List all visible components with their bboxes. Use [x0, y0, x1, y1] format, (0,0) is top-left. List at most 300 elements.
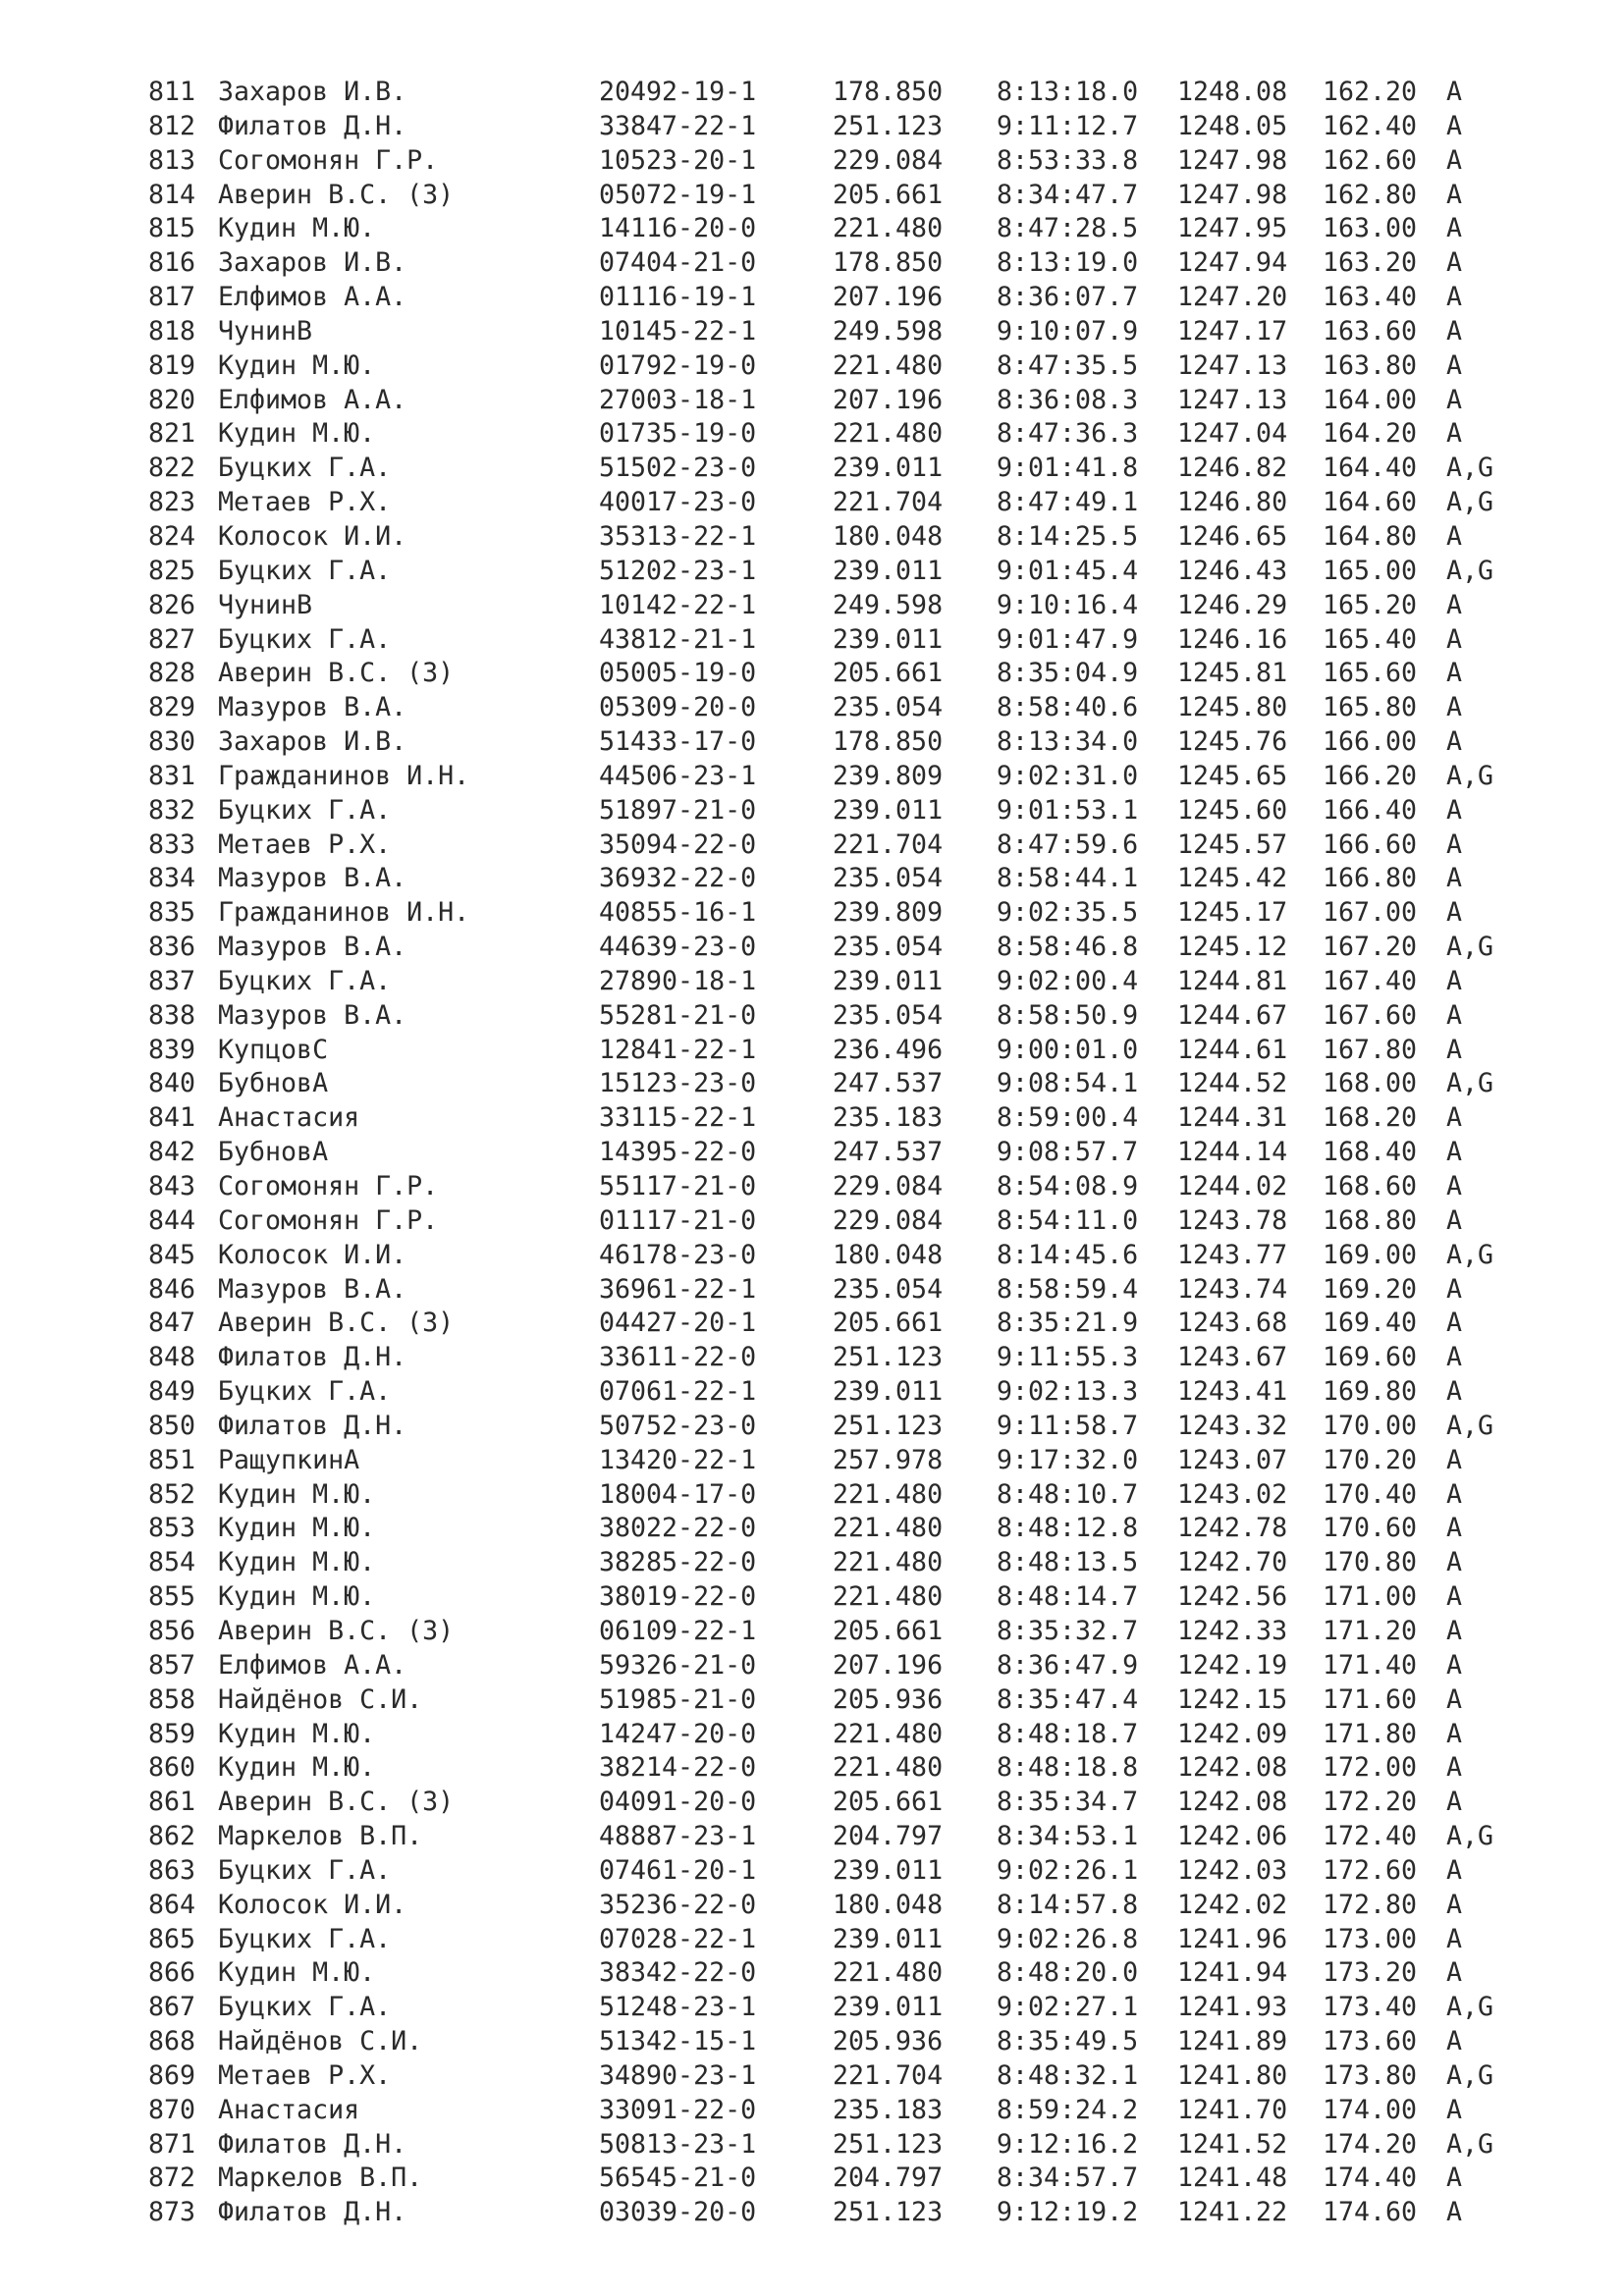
place-number: 834 — [148, 863, 196, 894]
points: 173.00 — [1323, 1923, 1418, 1954]
participant-name: Захаров И.В. — [218, 726, 407, 758]
speed: 1246.82 — [1177, 453, 1288, 484]
category-flag: A — [1446, 1683, 1463, 1715]
speed: 1246.65 — [1177, 520, 1288, 552]
participant-name: Согомонян Г.Р. — [218, 1204, 439, 1236]
participant-name: КупцовС — [218, 1034, 329, 1065]
ring-code: 38019-22-0 — [599, 1581, 757, 1613]
results-list — [148, 76, 1543, 2230]
points: 172.40 — [1323, 1821, 1418, 1852]
speed: 1244.61 — [1177, 1034, 1288, 1065]
category-flag: A — [1446, 1137, 1463, 1168]
distance: 239.011 — [833, 1854, 944, 1886]
result-row — [148, 179, 1543, 213]
speed: 1247.13 — [1177, 349, 1288, 381]
place-number: 861 — [148, 1787, 196, 1818]
category-flag: A — [1446, 897, 1463, 929]
result-row — [148, 1375, 1543, 1410]
ring-code: 10523-20-1 — [599, 144, 757, 176]
flight-time: 8:47:28.5 — [997, 213, 1139, 244]
points: 167.40 — [1323, 965, 1418, 996]
category-flag: A — [1446, 794, 1463, 826]
place-number: 869 — [148, 2059, 196, 2091]
flight-time: 8:48:18.7 — [997, 1718, 1139, 1749]
result-row — [148, 623, 1543, 658]
category-flag: A — [1446, 1342, 1463, 1373]
result-row — [148, 1546, 1543, 1580]
flight-time: 8:47:59.6 — [997, 828, 1139, 860]
ring-code: 55281-21-0 — [599, 999, 757, 1031]
ring-code: 07028-22-1 — [599, 1923, 757, 1954]
flight-time: 8:35:47.4 — [997, 1683, 1139, 1715]
participant-name: Буцких Г.А. — [218, 1376, 392, 1408]
flight-time: 9:01:45.4 — [997, 555, 1139, 586]
result-row — [148, 1101, 1543, 1136]
speed: 1247.98 — [1177, 179, 1288, 210]
ring-code: 51985-21-0 — [599, 1683, 757, 1715]
flight-time: 9:01:53.1 — [997, 794, 1139, 826]
flight-time: 8:48:18.8 — [997, 1752, 1139, 1784]
category-flag: A — [1446, 2163, 1463, 2194]
ring-code: 55117-21-0 — [599, 1171, 757, 1201]
flight-time: 9:08:54.1 — [997, 1068, 1139, 1099]
points: 167.00 — [1323, 897, 1418, 929]
speed: 1245.80 — [1177, 692, 1288, 723]
speed: 1245.17 — [1177, 897, 1288, 929]
ring-code: 51433-17-0 — [599, 726, 757, 758]
flight-time: 8:14:57.8 — [997, 1889, 1139, 1920]
category-flag: A — [1446, 282, 1463, 313]
place-number: 873 — [148, 2197, 196, 2228]
speed: 1245.57 — [1177, 828, 1288, 860]
participant-name: ЧунинВ — [218, 589, 313, 620]
participant-name: Анастасия — [218, 2094, 360, 2125]
speed: 1247.20 — [1177, 282, 1288, 313]
distance: 205.661 — [833, 658, 944, 689]
category-flag: A — [1446, 520, 1463, 552]
flight-time: 8:58:50.9 — [997, 999, 1139, 1031]
speed: 1243.77 — [1177, 1239, 1288, 1270]
points: 170.80 — [1323, 1547, 1418, 1578]
distance: 251.123 — [833, 1410, 944, 1441]
distance: 239.809 — [833, 760, 944, 791]
distance: 204.797 — [833, 2163, 944, 2194]
place-number: 871 — [148, 2128, 196, 2160]
ring-code: 38214-22-0 — [599, 1752, 757, 1784]
distance: 229.084 — [833, 1204, 944, 1236]
distance: 180.048 — [833, 1889, 944, 1920]
place-number: 859 — [148, 1718, 196, 1749]
participant-name: Буцких Г.А. — [218, 1992, 392, 2023]
points: 169.20 — [1323, 1273, 1418, 1305]
category-flag: A,G — [1446, 1068, 1494, 1099]
flight-time: 9:01:47.9 — [997, 623, 1139, 655]
result-row — [148, 1204, 1543, 1239]
ring-code: 01792-19-0 — [599, 349, 757, 381]
participant-name: Буцких Г.А. — [218, 1923, 392, 1954]
category-flag: A,G — [1446, 1992, 1494, 2023]
result-row — [148, 589, 1543, 623]
category-flag: A — [1446, 692, 1463, 723]
ring-code: 05005-19-0 — [599, 658, 757, 689]
points: 169.60 — [1323, 1342, 1418, 1373]
ring-code: 27890-18-1 — [599, 965, 757, 996]
ring-code: 14395-22-0 — [599, 1137, 757, 1168]
ring-code: 35094-22-0 — [599, 828, 757, 860]
points: 171.60 — [1323, 1683, 1418, 1715]
place-number: 839 — [148, 1034, 196, 1065]
participant-name: Аверин В.С. (З) — [218, 1308, 455, 1339]
points: 164.00 — [1323, 384, 1418, 415]
ring-code: 04091-20-0 — [599, 1787, 757, 1818]
distance: 239.809 — [833, 897, 944, 929]
flight-time: 8:48:13.5 — [997, 1547, 1139, 1578]
result-row — [148, 1615, 1543, 1649]
category-flag: A — [1446, 1957, 1463, 1989]
category-flag: A — [1446, 2026, 1463, 2057]
place-number: 838 — [148, 999, 196, 1031]
ring-code: 56545-21-0 — [599, 2163, 757, 2194]
speed: 1242.19 — [1177, 1649, 1288, 1681]
place-number: 870 — [148, 2094, 196, 2125]
result-row — [148, 1580, 1543, 1615]
flight-time: 8:48:14.7 — [997, 1581, 1139, 1613]
ring-code: 51248-23-1 — [599, 1992, 757, 2023]
flight-time: 8:58:40.6 — [997, 692, 1139, 723]
distance: 229.084 — [833, 1171, 944, 1201]
result-row — [148, 760, 1543, 794]
result-row — [148, 1786, 1543, 1820]
points: 169.80 — [1323, 1376, 1418, 1408]
speed: 1245.60 — [1177, 794, 1288, 826]
points: 173.20 — [1323, 1957, 1418, 1989]
flight-time: 8:34:47.7 — [997, 179, 1139, 210]
place-number: 829 — [148, 692, 196, 723]
place-number: 813 — [148, 144, 196, 176]
distance: 235.054 — [833, 932, 944, 963]
place-number: 814 — [148, 179, 196, 210]
place-number: 847 — [148, 1308, 196, 1339]
place-number: 850 — [148, 1410, 196, 1441]
distance: 221.480 — [833, 213, 944, 244]
place-number: 856 — [148, 1615, 196, 1646]
speed: 1247.95 — [1177, 213, 1288, 244]
place-number: 830 — [148, 726, 196, 758]
category-flag: A — [1446, 1102, 1463, 1134]
category-flag: A — [1446, 1204, 1463, 1236]
participant-name: Филатов Д.Н. — [218, 2197, 407, 2228]
points: 168.60 — [1323, 1171, 1418, 1201]
points: 171.40 — [1323, 1649, 1418, 1681]
distance: 251.123 — [833, 1342, 944, 1373]
speed: 1245.42 — [1177, 863, 1288, 894]
speed: 1242.03 — [1177, 1854, 1288, 1886]
flight-time: 8:54:11.0 — [997, 1204, 1139, 1236]
participant-name: Филатов Д.Н. — [218, 1342, 407, 1373]
speed: 1242.08 — [1177, 1787, 1288, 1818]
participant-name: Аверин В.С. (З) — [218, 1787, 455, 1818]
ring-code: 04427-20-1 — [599, 1308, 757, 1339]
result-row — [148, 1410, 1543, 1444]
distance: 235.054 — [833, 692, 944, 723]
distance: 221.704 — [833, 828, 944, 860]
participant-name: Захаров И.В. — [218, 247, 407, 279]
points: 169.00 — [1323, 1239, 1418, 1270]
participant-name: Маркелов В.П. — [218, 2163, 423, 2194]
result-row — [148, 246, 1543, 281]
distance: 239.011 — [833, 623, 944, 655]
participant-name: Буцких Г.А. — [218, 555, 392, 586]
speed: 1242.02 — [1177, 1889, 1288, 1920]
participant-name: Кудин М.Ю. — [218, 1478, 376, 1510]
result-row — [148, 1649, 1543, 1683]
category-flag: A — [1446, 110, 1463, 141]
ring-code: 38342-22-0 — [599, 1957, 757, 1989]
result-row — [148, 520, 1543, 555]
points: 167.20 — [1323, 932, 1418, 963]
place-number: 826 — [148, 589, 196, 620]
category-flag: A — [1446, 384, 1463, 415]
distance: 221.480 — [833, 1718, 944, 1749]
category-flag: A — [1446, 1034, 1463, 1065]
result-row — [148, 1136, 1543, 1170]
flight-time: 8:34:57.7 — [997, 2163, 1139, 2194]
flight-time: 9:10:07.9 — [997, 315, 1139, 347]
place-number: 816 — [148, 247, 196, 279]
ring-code: 36961-22-1 — [599, 1273, 757, 1305]
participant-name: Анастасия — [218, 1102, 360, 1134]
points: 173.80 — [1323, 2059, 1418, 2091]
points: 174.20 — [1323, 2128, 1418, 2160]
category-flag: A — [1446, 1308, 1463, 1339]
result-row — [148, 1512, 1543, 1546]
flight-time: 9:11:58.7 — [997, 1410, 1139, 1441]
category-flag: A — [1446, 1376, 1463, 1408]
result-row — [148, 828, 1543, 863]
flight-time: 8:35:49.5 — [997, 2026, 1139, 2057]
place-number: 821 — [148, 418, 196, 450]
speed: 1242.33 — [1177, 1615, 1288, 1646]
result-row — [148, 144, 1543, 179]
ring-code: 33611-22-0 — [599, 1342, 757, 1373]
distance: 239.011 — [833, 794, 944, 826]
points: 165.00 — [1323, 555, 1418, 586]
speed: 1247.98 — [1177, 144, 1288, 176]
speed: 1247.17 — [1177, 315, 1288, 347]
result-row — [148, 965, 1543, 999]
ring-code: 38285-22-0 — [599, 1547, 757, 1578]
participant-name: Согомонян Г.Р. — [218, 144, 439, 176]
participant-name: Буцких Г.А. — [218, 453, 392, 484]
result-row — [148, 555, 1543, 589]
points: 164.20 — [1323, 418, 1418, 450]
category-flag: A — [1446, 623, 1463, 655]
participant-name: Елфимов А.А. — [218, 1649, 407, 1681]
participant-name: Филатов Д.Н. — [218, 110, 407, 141]
speed: 1242.15 — [1177, 1683, 1288, 1715]
flight-time: 8:34:53.1 — [997, 1821, 1139, 1852]
flight-time: 8:14:45.6 — [997, 1239, 1139, 1270]
category-flag: A — [1446, 999, 1463, 1031]
ring-code: 50813-23-1 — [599, 2128, 757, 2160]
points: 167.60 — [1323, 999, 1418, 1031]
place-number: 832 — [148, 794, 196, 826]
distance: 221.480 — [833, 349, 944, 381]
flight-time: 8:35:34.7 — [997, 1787, 1139, 1818]
place-number: 823 — [148, 487, 196, 518]
place-number: 836 — [148, 932, 196, 963]
participant-name: Метаев Р.Х. — [218, 2059, 392, 2091]
flight-time: 8:48:20.0 — [997, 1957, 1139, 1989]
points: 167.80 — [1323, 1034, 1418, 1065]
category-flag: A — [1446, 1752, 1463, 1784]
participant-name: Колосок И.И. — [218, 520, 407, 552]
result-row — [148, 486, 1543, 520]
points: 169.40 — [1323, 1308, 1418, 1339]
flight-time: 8:13:34.0 — [997, 726, 1139, 758]
category-flag: A — [1446, 1513, 1463, 1544]
ring-code: 40017-23-0 — [599, 487, 757, 518]
ring-code: 06109-22-1 — [599, 1615, 757, 1646]
speed: 1245.76 — [1177, 726, 1288, 758]
speed: 1246.43 — [1177, 555, 1288, 586]
ring-code: 27003-18-1 — [599, 384, 757, 415]
flight-time: 9:17:32.0 — [997, 1444, 1139, 1475]
participant-name: Елфимов А.А. — [218, 384, 407, 415]
points: 168.20 — [1323, 1102, 1418, 1134]
participant-name: Найдёнов С.И. — [218, 1683, 423, 1715]
points: 174.00 — [1323, 2094, 1418, 2125]
participant-name: РащупкинА — [218, 1444, 360, 1475]
speed: 1241.96 — [1177, 1923, 1288, 1954]
speed: 1241.52 — [1177, 2128, 1288, 2160]
points: 172.20 — [1323, 1787, 1418, 1818]
distance: 239.011 — [833, 1923, 944, 1954]
points: 162.60 — [1323, 144, 1418, 176]
ring-code: 14247-20-0 — [599, 1718, 757, 1749]
category-flag: A — [1446, 1854, 1463, 1886]
category-flag: A — [1446, 77, 1463, 107]
category-flag: A,G — [1446, 2128, 1494, 2160]
place-number: 846 — [148, 1273, 196, 1305]
place-number: 828 — [148, 658, 196, 689]
distance: 178.850 — [833, 77, 944, 107]
distance: 205.661 — [833, 1615, 944, 1646]
points: 163.20 — [1323, 247, 1418, 279]
category-flag: A — [1446, 1649, 1463, 1681]
participant-name: Кудин М.Ю. — [218, 1752, 376, 1784]
ring-code: 07404-21-0 — [599, 247, 757, 279]
distance: 221.480 — [833, 1547, 944, 1578]
distance: 204.797 — [833, 1821, 944, 1852]
ring-code: 33091-22-0 — [599, 2094, 757, 2125]
distance: 221.480 — [833, 1513, 944, 1544]
ring-code: 33847-22-1 — [599, 110, 757, 141]
category-flag: A — [1446, 1478, 1463, 1510]
points: 163.40 — [1323, 282, 1418, 313]
points: 165.80 — [1323, 692, 1418, 723]
speed: 1241.94 — [1177, 1957, 1288, 1989]
points: 171.80 — [1323, 1718, 1418, 1749]
speed: 1242.06 — [1177, 1821, 1288, 1852]
category-flag: A — [1446, 349, 1463, 381]
place-number: 831 — [148, 760, 196, 791]
flight-time: 9:10:16.4 — [997, 589, 1139, 620]
place-number: 817 — [148, 282, 196, 313]
ring-code: 18004-17-0 — [599, 1478, 757, 1510]
points: 171.20 — [1323, 1615, 1418, 1646]
result-row — [148, 691, 1543, 725]
flight-time: 9:12:19.2 — [997, 2197, 1139, 2228]
distance: 235.054 — [833, 999, 944, 1031]
ring-code: 01735-19-0 — [599, 418, 757, 450]
distance: 239.011 — [833, 1992, 944, 2023]
ring-code: 36932-22-0 — [599, 863, 757, 894]
points: 173.40 — [1323, 1992, 1418, 2023]
participant-name: Буцких Г.А. — [218, 794, 392, 826]
distance: 235.183 — [833, 1102, 944, 1134]
flight-time: 9:00:01.0 — [997, 1034, 1139, 1065]
place-number: 863 — [148, 1854, 196, 1886]
speed: 1244.31 — [1177, 1102, 1288, 1134]
result-row — [148, 2162, 1543, 2196]
flight-time: 9:11:55.3 — [997, 1342, 1139, 1373]
flight-time: 8:35:21.9 — [997, 1308, 1139, 1339]
participant-name: Елфимов А.А. — [218, 282, 407, 313]
flight-time: 9:02:27.1 — [997, 1992, 1139, 2023]
place-number: 835 — [148, 897, 196, 929]
speed: 1241.22 — [1177, 2197, 1288, 2228]
distance: 180.048 — [833, 520, 944, 552]
result-row — [148, 1341, 1543, 1375]
ring-code: 03039-20-0 — [599, 2197, 757, 2228]
place-number: 860 — [148, 1752, 196, 1784]
place-number: 867 — [148, 1992, 196, 2023]
ring-code: 14116-20-0 — [599, 213, 757, 244]
ring-code: 50752-23-0 — [599, 1410, 757, 1441]
distance: 205.936 — [833, 1683, 944, 1715]
speed: 1245.12 — [1177, 932, 1288, 963]
distance: 207.196 — [833, 282, 944, 313]
participant-name: Буцких Г.А. — [218, 623, 392, 655]
speed: 1244.14 — [1177, 1137, 1288, 1168]
ring-code: 35313-22-1 — [599, 520, 757, 552]
result-row — [148, 2196, 1543, 2230]
speed: 1242.78 — [1177, 1513, 1288, 1544]
result-row — [148, 110, 1543, 144]
distance: 207.196 — [833, 384, 944, 415]
place-number: 840 — [148, 1068, 196, 1099]
flight-time: 8:13:19.0 — [997, 247, 1139, 279]
speed: 1243.07 — [1177, 1444, 1288, 1475]
participant-name: Буцких Г.А. — [218, 965, 392, 996]
place-number: 868 — [148, 2026, 196, 2057]
speed: 1244.67 — [1177, 999, 1288, 1031]
category-flag: A,G — [1446, 1410, 1494, 1441]
flight-time: 8:48:12.8 — [997, 1513, 1139, 1544]
flight-time: 8:13:18.0 — [997, 77, 1139, 107]
place-number: 858 — [148, 1683, 196, 1715]
result-row — [148, 349, 1543, 384]
place-number: 854 — [148, 1547, 196, 1578]
flight-time: 8:48:32.1 — [997, 2059, 1139, 2091]
speed: 1241.89 — [1177, 2026, 1288, 2057]
participant-name: Мазуров В.А. — [218, 932, 407, 963]
ring-code: 10145-22-1 — [599, 315, 757, 347]
flight-time: 9:02:35.5 — [997, 897, 1139, 929]
ring-code: 46178-23-0 — [599, 1239, 757, 1270]
place-number: 819 — [148, 349, 196, 381]
